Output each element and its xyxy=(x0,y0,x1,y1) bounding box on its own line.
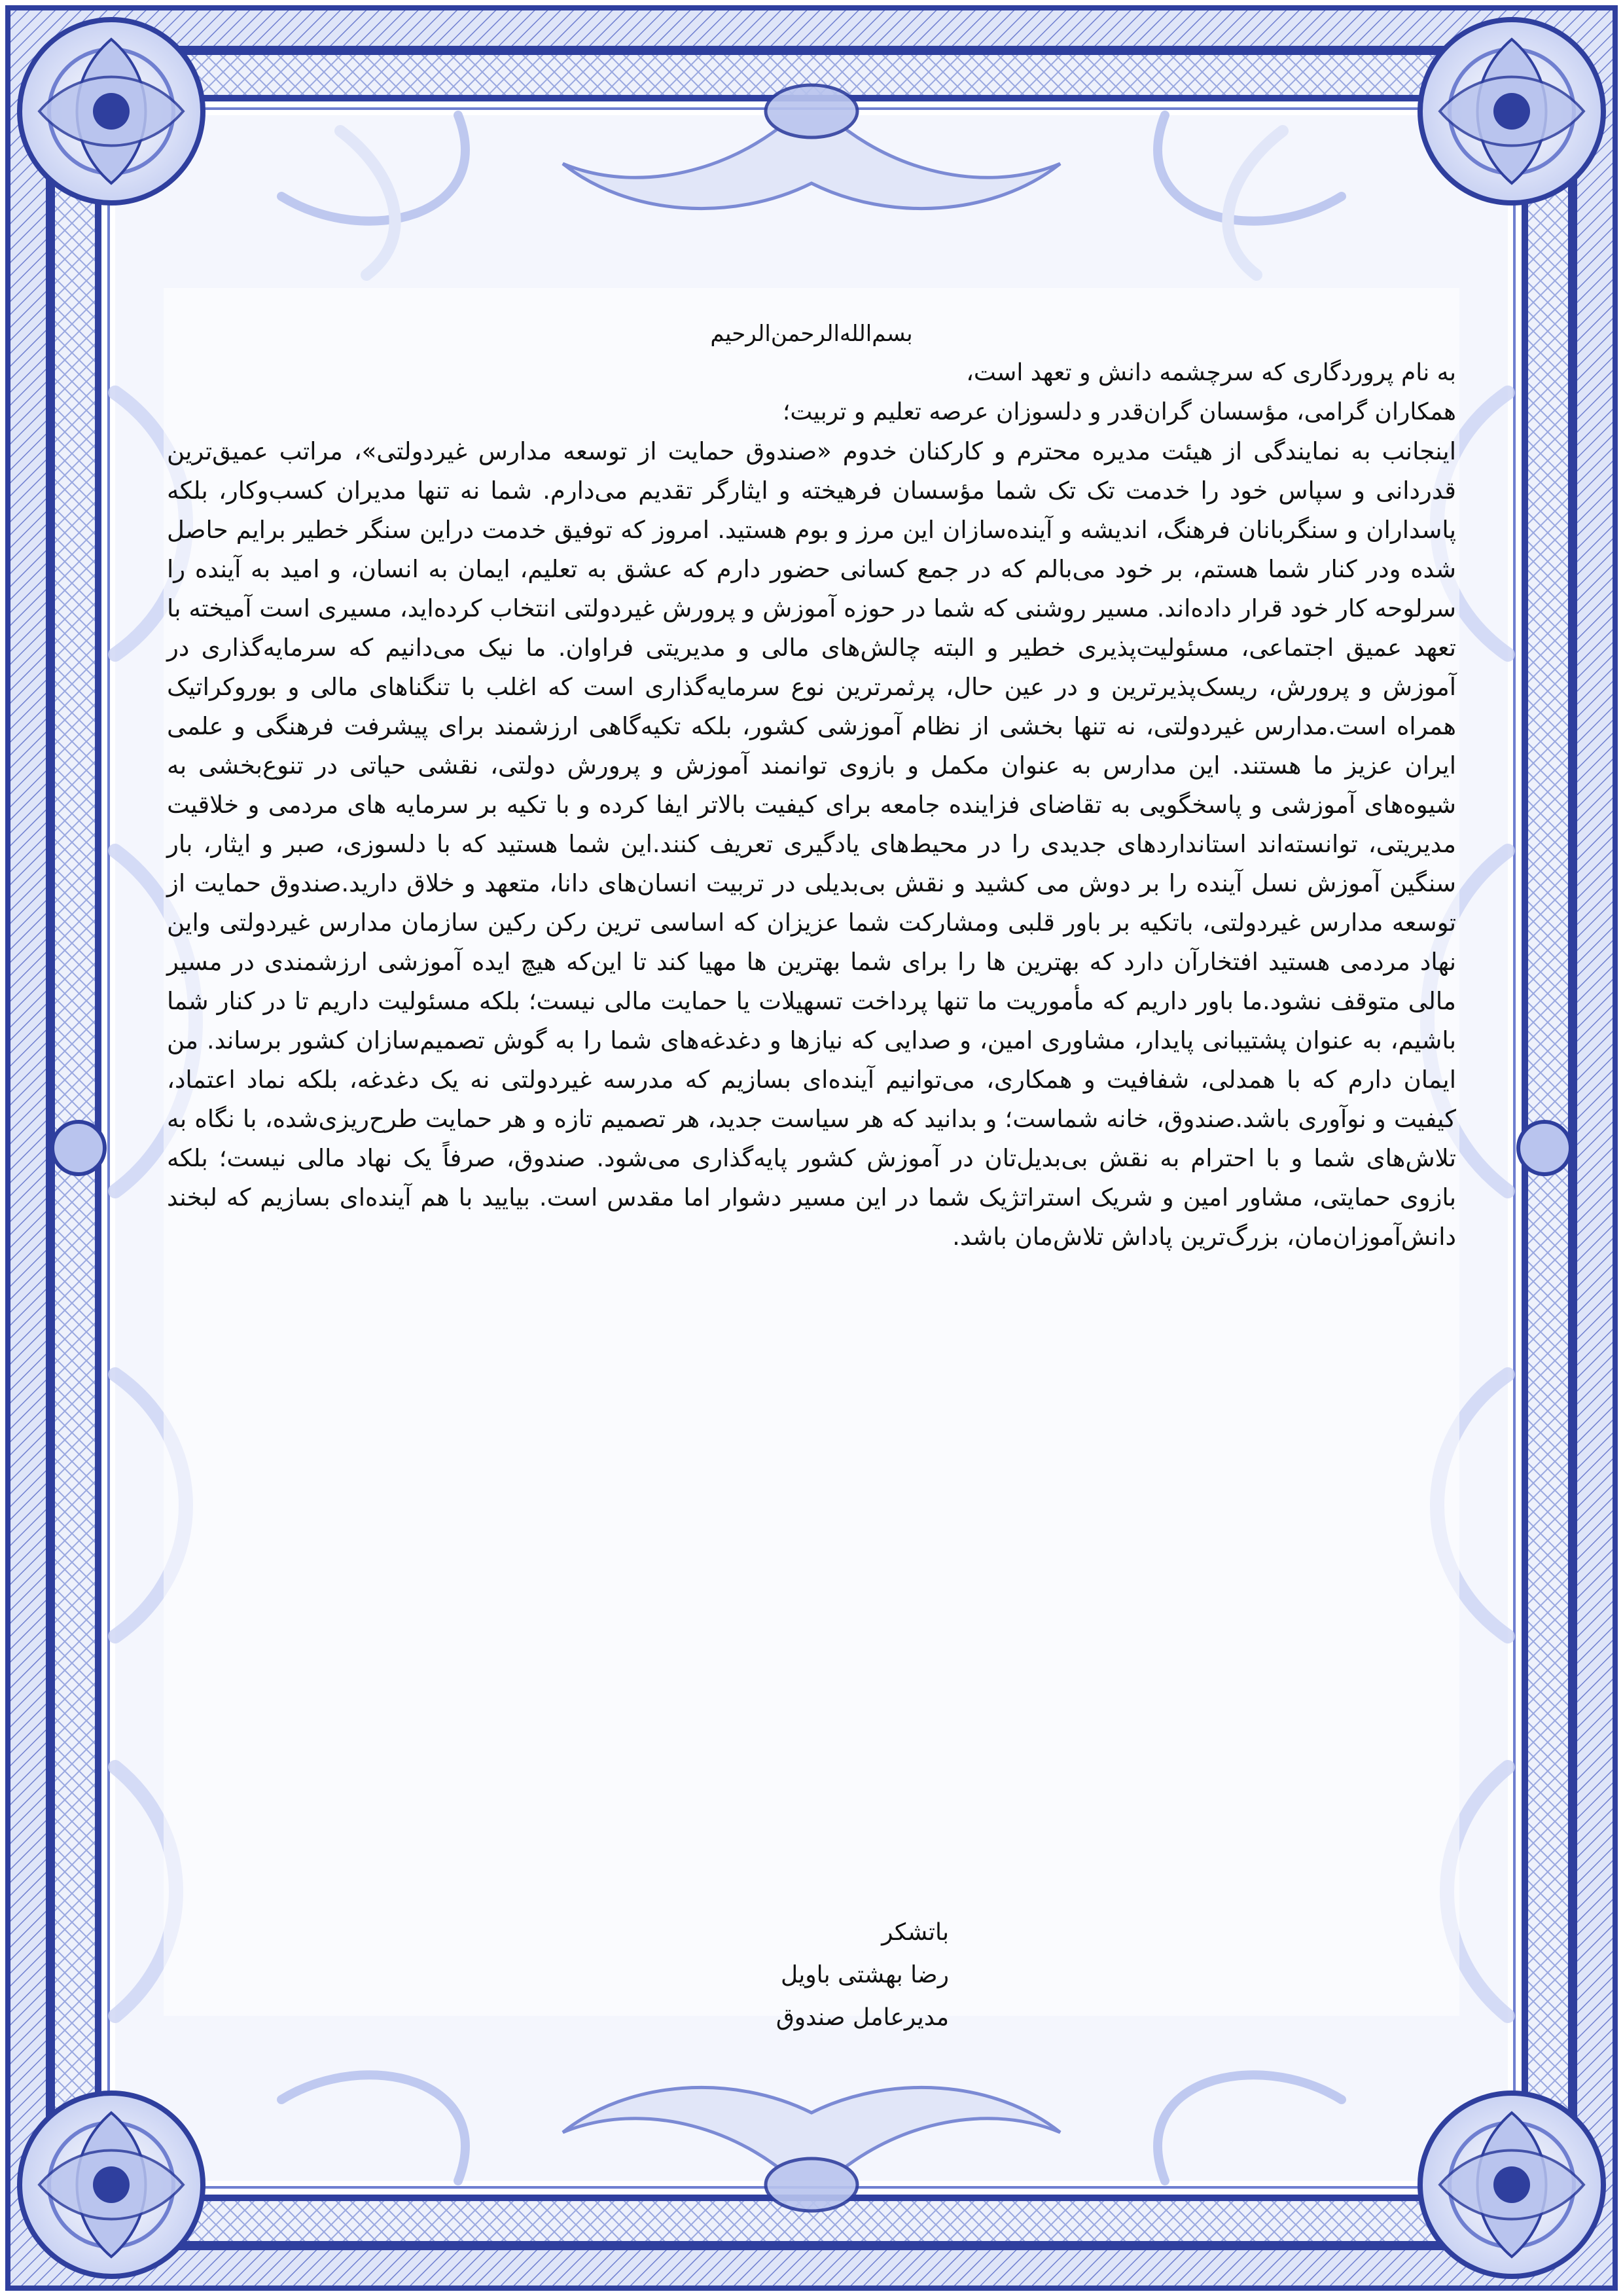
bismillah-heading: بسم‌الله‌الرحمن‌الرحیم xyxy=(710,321,913,347)
signature-title: مدیرعامل صندوق xyxy=(776,2004,949,2031)
letter-body xyxy=(167,314,1456,1257)
corner-ornament-top-right xyxy=(1420,20,1603,203)
salutation-line: همکاران گرامی، مؤسسان گران‌قدر و دلسوزان عرصه تعلیم و تربیت؛ xyxy=(782,399,1456,425)
corner-ornament-bottom-right xyxy=(1420,2093,1603,2276)
signature-closing: باتشکر xyxy=(882,1919,949,1946)
signature-block xyxy=(687,1911,949,2039)
salutation-line: به نام پروردگاری که سرچشمه دانش و تعهد است، xyxy=(966,359,1456,386)
signature-name: رضا بهشتی باویل xyxy=(780,1962,949,1988)
letter-paragraph: اینجانب به نمایندگی از هیئت مدیره محترم و کارکنان خدوم «صندوق حمایت از توسعه مدارس غیردولتی»، مراتب عمیق‌ترین قدردانی و سپاس خود را خدمت تک تک شما مؤسسان فرهیخته و ایثارگر تقدیم می‌دارم. شما نه تنها مدیران کسب‌وکار، بلکه پاسداران و سنگربانان فرهنگ، اندیشه و آینده‌سازان این مرز و بوم هستید. امروز که توفیق خدمت دراین سنگر خطیر برایم حاصل شده ودر کنار شما هستم، بر خود می‌بالم که در جمع کسانی حضور دارم که عشق به تعلیم، ایمان به انسان، و امید به آینده را سرلوحه کار خود قرار داده‌اند. مسیر روشنی که شما در حوزه آموزش و پرورش غیردولتی انتخاب کرده‌اید، مسیری است آمیخته با تعهد عمیق اجتماعی، مسئولیت‌پذیری خطیر و البته چالش‌های مالی و مدیریتی فراوان. ما نیک می‌دانیم که سرمایه‌گذاری در آموزش و پرورش، ریسک‌پذیرترین و در عین حال، پرثمرترین نوع سرمایه‌گذاری است که اغلب با تنگناهای مالی و بوروکراتیک همراه است.مدارس غیردولتی، نه تنها بخشی از نظام آموزشی کشور، بلکه تکیه‌گاهی ارزشمند برای پیشرفت فرهنگی و علمی ایران عزیز ما هستند. این مدارس به عنوان مکمل و بازوی توانمند آموزش و پرورش دولتی، نقشی حیاتی در تنوع‌بخشی به شیوه‌های آموزشی و پاسخگویی به تقاضای فزاینده جامعه برای کیفیت بالاتر ایفا کرده و با تکیه بر سرمایه های مردمی و خلاقیت مدیریتی، توانسته‌اند استانداردهای جدیدی را در محیط‌های یادگیری تعریف کنند.این شما هستید که با دلسوزی، صبر و ایثار، بار سنگین آموزش نسل آینده را بر دوش می کشید و نقش بی‌بدیلی در تربیت انسان‌های دانا، متعهد و خلاق دارید.صندوق حمایت از توسعه مدارس غیردولتی، باتکیه بر باور قلبی ومشارکت شما عزیزان که اساسی ترین رکن رکین سازمان مدارس غیردولتی واین نهاد مردمی هستید افتخارآن دارد که بهترین ها را برای شما بهترین ها مهیا کند تا این‌که هیچ ایده آموزشی ارزشمندی در مسیر مالی متوقف نشود.ما باور داریم که مأموریت ما تنها پرداخت تسهیلات یا حمایت مالی نیست؛ بلکه مسئولیت داریم تا در کنار شما باشیم، به عنوان پشتیبانی پایدار، مشاوری امین، و صدایی که نیازها و دغدغه‌های شما را به گوش تصمیم‌سازان کشور برساند. من ایمان دارم که با همدلی، شفافیت و همکاری، می‌توانیم آینده‌ای بسازیم که مدرسه غیردولتی نه یک دغدغه، بلکه نماد اعتماد، کیفیت و نوآوری باشد.صندوق، خانه شماست؛ و بدانید که هر سیاست جدید، هر تصمیم تازه و هر حمایت طرح‌ریزی‌شده، با نگاه به تلاش‌های شما و با احترام به نقش بی‌بدیل‌تان در آموزش کشور پایه‌گذاری می‌شود. صندوق، صرفاً یک نهاد مالی نیست؛ بلکه بازوی حمایتی، مشاور امین و شریک استراتژیک شما در این مسیر دشوار اما مقدس است. بیایید با هم آینده‌ای بسازیم که لبخند دانش‌آموزان‌مان، بزرگ‌ترین پاداش تلاش‌مان باشد. xyxy=(167,437,1456,1251)
corner-ornament-bottom-left xyxy=(20,2093,203,2276)
corner-ornament-top-left xyxy=(20,20,203,203)
